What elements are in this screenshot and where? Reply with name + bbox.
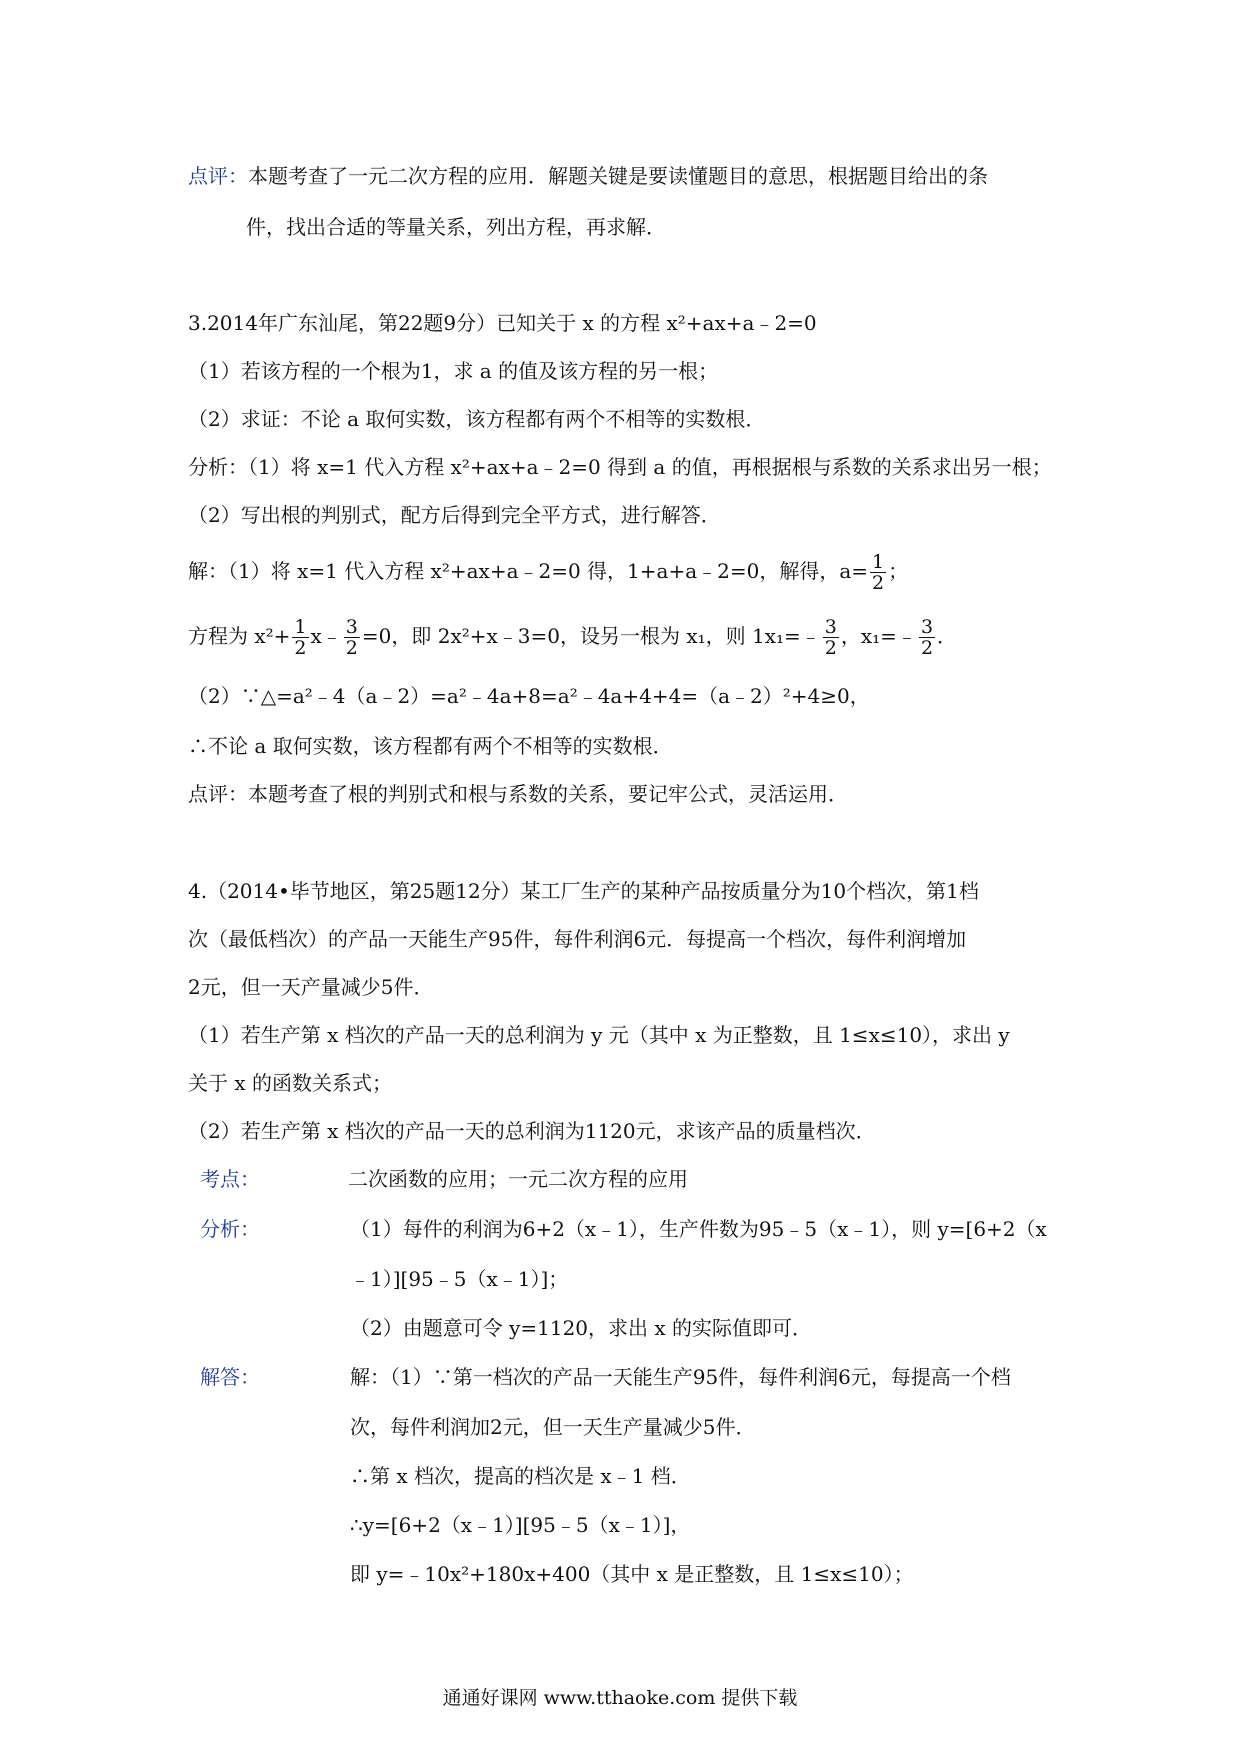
fenxi-line-3: （2）由题意可令 y=1120，求出 x 的实际值即可． — [350, 1316, 813, 1340]
q3-title: 3.2014年广东汕尾，第22题9分）已知关于 x 的方程 x²+ax+a﹣2=0 — [188, 311, 817, 335]
q4-line-3: 2元，但一天产量减少5件． — [188, 975, 434, 999]
jieda-label: 解答： — [200, 1365, 260, 1389]
review-1-line-1: 点评：本题考查了一元二次方程的应用．解题关键是要读懂题目的意思，根据题目给出的条 — [188, 164, 988, 188]
kaodian-text: 二次函数的应用；一元二次方程的应用 — [348, 1167, 688, 1191]
q3-review: 点评：本题考查了根的判别式和根与系数的关系，要记牢公式，灵活运用． — [188, 782, 848, 806]
fraction: $\frac{3}{2}$ — [824, 616, 837, 659]
q4-line-2: 次（最低档次）的产品一天能生产95件，每件利润6元．每提高一个档次，每件利润增加 — [188, 927, 967, 951]
jieda-line-3: ∴第 x 档次，提高的档次是 x﹣1 档． — [350, 1464, 691, 1488]
kaodian-label: 考点： — [200, 1167, 260, 1191]
fraction: $\frac{1}{2}$ — [294, 616, 307, 659]
q4-part-2: （2）若生产第 x 档次的产品一天的总利润为1120元，求该产品的质量档次． — [188, 1119, 876, 1143]
jieda-line-1: 解：（1）∵第一档次的产品一天能生产95件，每件利润6元，每提高一个档 — [350, 1365, 1011, 1389]
review-1-line-2: 件，找出合适的等量关系，列出方程，再求解． — [246, 215, 666, 239]
q3-solution-2: 方程为 x²+ $\frac{1}{2}$ x﹣ $\frac{3}{2}$ =0，即 2x²+x﹣3=0，设另一根为 x₁，则 1x₁=﹣ $\frac{3}{2}$ ，x₁=﹣ $\frac{3}{2}$ ． — [188, 616, 958, 659]
q3-part-2: （2）求证：不论 a 取何实数，该方程都有两个不相等的实数根． — [188, 407, 766, 431]
fenxi-label: 分析： — [200, 1217, 260, 1241]
q3-analysis-1: 分析：（1）将 x=1 代入方程 x²+ax+a﹣2=0 得到 a 的值，再根据根与系数的关系求出另一根； — [188, 455, 1052, 479]
jieda-line-2: 次，每件利润加2元，但一天生产量减少5件． — [350, 1415, 756, 1439]
jieda-line-5: 即 y=﹣10x²+180x+400（其中 x 是正整数，且 1≤x≤10）； — [350, 1562, 914, 1586]
q3-part-1: （1）若该方程的一个根为1，求 a 的值及该方程的另一根； — [188, 359, 719, 383]
q3-solution-3: （2）∵△=a²﹣4（a﹣2）=a²﹣4a+8=a²﹣4a+4+4=（a﹣2）²+4≥0， — [188, 684, 870, 708]
fraction: $\frac{1}{2}$ — [872, 551, 885, 594]
fraction: $\frac{3}{2}$ — [920, 616, 934, 659]
fraction: $\frac{3}{2}$ — [345, 616, 358, 659]
q4-part-1b: 关于 x 的函数关系式； — [188, 1071, 392, 1095]
q3-solution-1: 解：（1）将 x=1 代入方程 x²+ax+a﹣2=0 得，1+a+a﹣2=0，解得，a= $\frac{1}{2}$ ； — [188, 551, 909, 594]
q3-analysis-2: （2）写出根的判别式，配方后得到完全平方式，进行解答． — [188, 503, 721, 527]
q4-line-1: 4.（2014•毕节地区，第25题12分）某工厂生产的某种产品按质量分为10个档次，第1档 — [188, 879, 979, 903]
q3-solution-4: ∴不论 a 取何实数，该方程都有两个不相等的实数根． — [188, 734, 673, 758]
fenxi-line-1: （1）每件的利润为6+2（x﹣1），生产件数为95﹣5（x﹣1），则 y=[6+2（x — [350, 1217, 1047, 1241]
review-label: 点评： — [188, 164, 248, 188]
q4-part-1a: （1）若生产第 x 档次的产品一天的总利润为 y 元（其中 x 为正整数，且 1≤x≤10），求出 y — [188, 1023, 1010, 1047]
fenxi-line-2: ﹣1）][95﹣5（x﹣1）]； — [350, 1267, 569, 1291]
page-footer: 通通好课网 www.tthaoke.com 提供下载 — [442, 1687, 798, 1709]
jieda-line-4: ∴y=[6+2（x﹣1）][95﹣5（x﹣1）]， — [350, 1513, 691, 1537]
